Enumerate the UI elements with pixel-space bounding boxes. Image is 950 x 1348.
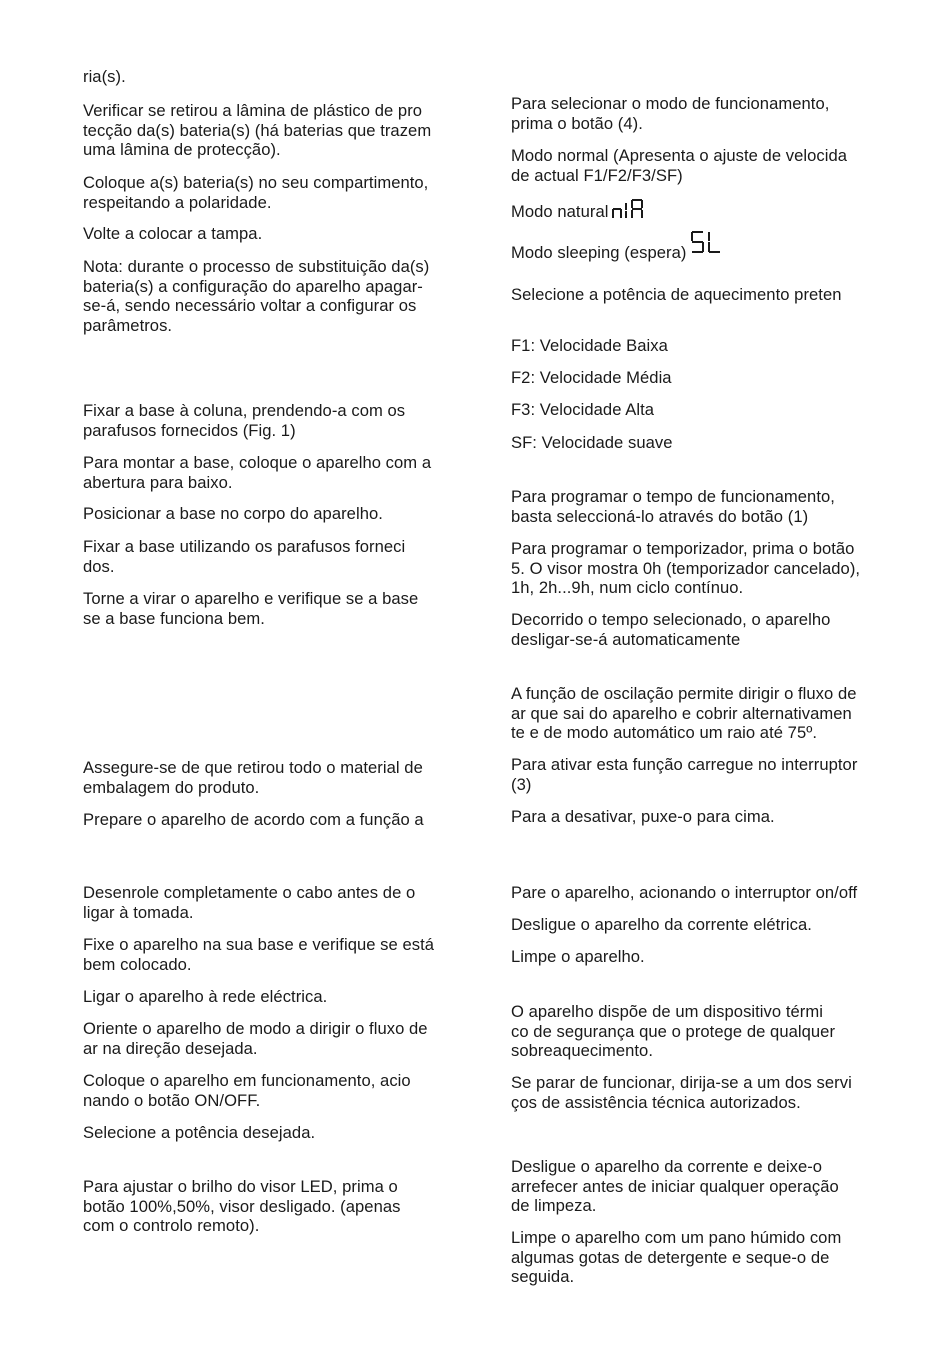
auto-off-paragraph: Decorrido o tempo selecionado, o aparelho desligar-se-á automaticamente	[511, 610, 831, 649]
stop-paragraph: Pare o aparelho, acionando o interruptor on/off	[511, 883, 858, 902]
clean-paragraph: Limpe o aparelho.	[511, 947, 645, 966]
prepare-paragraph: Prepare o aparelho de acordo com a função a	[83, 810, 424, 829]
base-fix-paragraph: Fixar a base à coluna, prendendo-a com os parafusos fornecidos (Fig. 1)	[83, 401, 406, 440]
battery-text-end: ria(s).	[83, 67, 126, 86]
cover-paragraph: Volte a colocar a tampa.	[83, 224, 263, 243]
speed-f3: F3: Velocidade Alta	[511, 400, 655, 419]
plug-in-paragraph: Ligar o aparelho à rede eléctrica.	[83, 987, 328, 1006]
segment-display-na-icon	[612, 198, 646, 220]
base-check-paragraph: Torne a virar o aparelho e verifique se a base se a base funciona bem.	[83, 589, 419, 628]
battery-insert-paragraph: Coloque a(s) bateria(s) no seu compartimento, respeitando a polaridade.	[83, 173, 429, 212]
operating-time-paragraph: Para programar o tempo de funcionamento, basta seleccioná-lo através do botão (1)	[511, 487, 835, 526]
orient-paragraph: Oriente o aparelho de modo a dirigir o fluxo de ar na direção desejada.	[83, 1019, 428, 1058]
sleeping-mode-line	[511, 230, 724, 263]
cable-paragraph: Desenrole completamente o cabo antes de o ligar à tomada.	[83, 883, 416, 922]
base-screws-paragraph: Fixar a base utilizando os parafusos forneci dos.	[83, 537, 406, 576]
segment-display-sl-icon	[690, 230, 724, 260]
cooling-paragraph: Desligue o aparelho da corrente e deixe-o arrefecer antes de iniciar qualquer operação de limpeza.	[511, 1157, 839, 1216]
speed-f1: F1: Velocidade Baixa	[511, 336, 668, 355]
on-off-paragraph: Coloque o aparelho em funcionamento, acio nando o botão ON/OFF.	[83, 1071, 411, 1110]
service-paragraph: Se parar de funcionar, dirija-se a um dos servi ços de assistência técnica autorizados.	[511, 1073, 852, 1112]
timer-paragraph: Para programar o temporizador, prima o botão 5. O visor mostra 0h (temporizador cancelado), 1h, 2h...9h, num ciclo contínuo.	[511, 539, 861, 598]
unplug-paragraph: Desligue o aparelho da corrente elétrica.	[511, 915, 812, 934]
thermal-safety-paragraph: O aparelho dispõe de um dispositivo térmi co de segurança que o protege de qualquer sobreaquecimento.	[511, 1002, 836, 1061]
speed-f2: F2: Velocidade Média	[511, 368, 672, 387]
speed-sf: SF: Velocidade suave	[511, 433, 673, 452]
natural-mode-label: Modo natural	[511, 202, 609, 221]
oscillation-paragraph: A função de oscilação permite dirigir o fluxo de ar que sai do aparelho e cobrir alternativamen te e de modo automático um raio até 75º.	[511, 684, 857, 743]
base-position-paragraph: Posicionar a base no corpo do aparelho.	[83, 504, 383, 523]
power-select-paragraph: Selecione a potência desejada.	[83, 1123, 316, 1142]
normal-mode-paragraph: Modo normal (Apresenta o ajuste de velocida de actual F1/F2/F3/SF)	[511, 146, 848, 185]
battery-film-paragraph: Verificar se retirou a lâmina de plástico de pro tecção da(s) bateria(s) (há baterias que trazem uma lâmina de protecção).	[83, 101, 432, 160]
wipe-paragraph: Limpe o aparelho com um pano húmido com algumas gotas de detergente e seque-o de seguida.	[511, 1228, 842, 1287]
sleeping-mode-label: Modo sleeping (espera)	[511, 243, 687, 262]
oscillation-on-paragraph: Para ativar esta função carregue no interruptor (3)	[511, 755, 858, 794]
base-mount-paragraph: Para montar a base, coloque o aparelho com a abertura para baixo.	[83, 453, 432, 492]
note-paragraph: Nota: durante o processo de substituição da(s) bateria(s) a configuração do aparelho apagar- se-á, sendo necessário voltar a configurar os parâmetros.	[83, 257, 430, 335]
natural-mode-line	[511, 198, 646, 222]
fix-base-paragraph: Fixe o aparelho na sua base e verifique se está bem colocado.	[83, 935, 435, 974]
led-brightness-paragraph: Para ajustar o brilho do visor LED, prima o botão 100%,50%, visor desligado. (apenas com o controlo remoto).	[83, 1177, 401, 1236]
mode-select-paragraph: Para selecionar o modo de funcionamento, prima o botão (4).	[511, 94, 830, 133]
heating-power-paragraph: Selecione a potência de aquecimento preten	[511, 285, 842, 304]
oscillation-off-paragraph: Para a desativar, puxe-o para cima.	[511, 807, 775, 826]
packaging-paragraph: Assegure-se de que retirou todo o material de embalagem do produto.	[83, 758, 423, 797]
